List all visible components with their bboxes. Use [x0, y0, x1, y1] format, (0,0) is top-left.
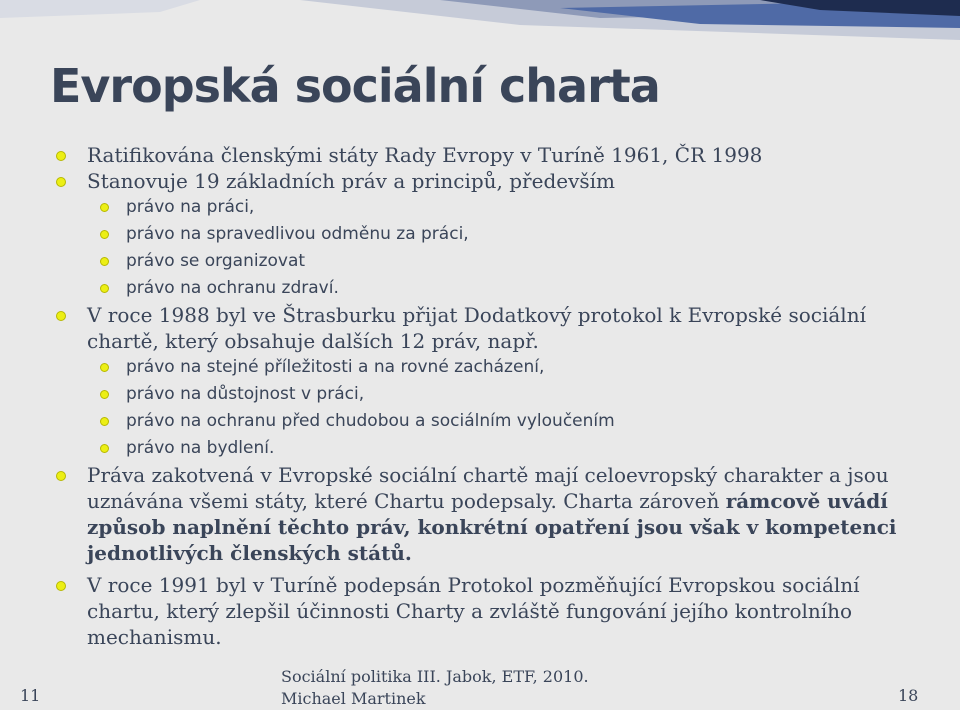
- sub-bullet-item: právo se organizovat: [54, 248, 916, 275]
- bullet-dot-icon: [100, 363, 109, 372]
- sub-bullet-item: právo na ochranu zdraví.: [54, 275, 916, 302]
- bullet-item: V roce 1988 byl ve Štrasburku přijat Dodatkový protokol k Evropské sociální chartě, který obsahuje dalších 12 práv, např.: [54, 302, 916, 354]
- sub-bullet-item: právo na bydlení.: [54, 435, 916, 462]
- bullet-dot-icon: [100, 444, 109, 453]
- slide-title: Evropská sociální charta: [50, 59, 660, 113]
- bold-emphasis: rámcově uvádí způsob naplnění těchto práv, konkrétní opatření jsou však v kompetenci jednotlivých členských států.: [87, 489, 897, 565]
- bullet-dot-icon: [56, 151, 66, 161]
- slide-number-left: 11: [20, 686, 41, 705]
- bullet-item: Ratifikována členskými státy Rady Evropy v Turíně 1961, ČR 1998: [54, 142, 916, 168]
- sub-bullet-item: právo na stejné příležitosti a na rovné zacházení,: [54, 354, 916, 381]
- bullet-dot-icon: [100, 257, 109, 266]
- bullet-dot-icon: [100, 284, 109, 293]
- sub-bullet-item: právo na spravedlivou odměnu za práci,: [54, 221, 916, 248]
- bullet-dot-icon: [100, 417, 109, 426]
- bullet-dot-icon: [56, 311, 66, 321]
- footer-line-1: Sociální politika III. Jabok, ETF, 2010.: [281, 667, 589, 686]
- bullet-dot-icon: [56, 177, 66, 187]
- bullet-list: [54, 142, 916, 650]
- footer-line-2: Michael Martinek: [281, 689, 426, 708]
- bullet-dot-icon: [100, 230, 109, 239]
- bullet-dot-icon: [100, 390, 109, 399]
- bullet-item: Stanovuje 19 základních práv a principů, především: [54, 168, 916, 194]
- bullet-item: V roce 1991 byl v Turíně podepsán Protokol pozměňující Evropskou sociální chartu, který zlepšil účinnosti Charty a zvláště fungování jejího kontrolního mechanismu.: [54, 572, 916, 650]
- bullet-dot-icon: [100, 203, 109, 212]
- bullet-item: Práva zakotvená v Evropské sociální chartě mají celoevropský charakter a jsou uznávána všemi státy, které Chartu podepsaly. Charta zároveň rámcově uvádí způsob naplnění těchto práv, konkrétní opatření jsou však v kompetenci jednotlivých členských států.: [54, 462, 916, 566]
- bullet-dot-icon: [56, 581, 66, 591]
- slide-number-right: 18: [898, 686, 919, 705]
- sub-bullet-item: právo na práci,: [54, 194, 916, 221]
- bullet-dot-icon: [56, 471, 66, 481]
- sub-bullet-item: právo na ochranu před chudobou a sociálním vyloučením: [54, 408, 916, 435]
- sub-bullet-item: právo na důstojnost v práci,: [54, 381, 916, 408]
- footer-text: [281, 666, 589, 710]
